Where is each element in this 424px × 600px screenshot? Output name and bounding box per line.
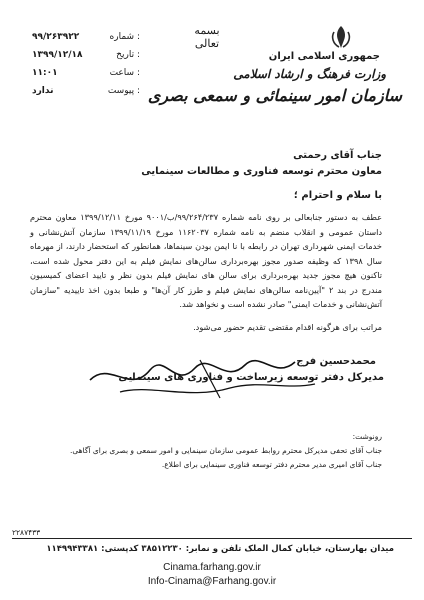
meta-time-label: ساعت :: [109, 68, 140, 78]
footer-website: Cinama.farhang.gov.ir: [163, 562, 261, 573]
meta-date-label: تاریخ :: [116, 50, 140, 60]
letter-body: عطف به دستور جنابعالی بر روی نامه شماره ۹۹/۲۶۴/۲۳۷/ب/۹۰۰۱ مورخ ۱۳۹۹/۱۲/۱۱ معاون محترم داستان عمومی و انقلاب منضم به نامه شماره ۱۱۶۲۰۳۷ مورخ ۱۳۹۹/۱۱/۱۹ سازمان آتش‌نشانی و خدمات ایمنی شهرداری تهران در رابطه با نا ایمن بودن سینماها، همانطور که استحضار دارند، از مهرماه سال ۱۳۹۸ که وظیفه صدور مجوز بهره‌برداری سالن‌های نمایش فیلم به این دفتر محول شده است، تاکنون هیچ مجوز جدید بهره‌برداری برای سالن های نمایش فیلم بدون نظر و تایید اعضای کمیسیون مندرج در بند ۲ "آیین‌نامه سالن‌های نمایش فیلم و طرز کار آن‌ها" و طبعا بدون اخذ تاییدیه "سازمان آتش‌نشانی و خدمات ایمنی" صادر نشده است و نخواهد شد.: [30, 212, 383, 309]
org-line-organization: سازمان امور سینمائی و سمعی بصری: [147, 86, 402, 105]
meta-number-label: شماره :: [109, 32, 140, 42]
greeting: با سلام و احترام ؛: [293, 190, 382, 201]
cc-line: جناب آقای تحفی مدیرکل محترم روابط عمومی سازمان سینمایی و امور سمعی و بصری برای آگاهی.: [69, 446, 382, 455]
meta-date-value: ۱۳۹۹/۱۲/۱۸: [32, 50, 83, 60]
meta-number: [32, 32, 140, 50]
emblem-icon: [328, 24, 354, 50]
bismillah: بسمه تعالی: [194, 24, 220, 50]
footer-email: Info-Cinama@Farhang.gov.ir: [147, 576, 277, 587]
signatory-title: مدیرکل دفتر توسعه زیرساخت‌ و فناوری های سینمایی: [118, 372, 384, 383]
org-line-republic: جمهوری اسلامی ایران: [268, 51, 380, 62]
meta-time-value: ۱۱:۰۱: [32, 68, 58, 78]
org-line-ministry: وزارت فرهنگ و ارشاد اسلامی: [233, 67, 386, 81]
reference-number: ۲۲۸۷۴۳۳: [12, 528, 41, 537]
meta-attachment: [32, 86, 140, 104]
letter-closing: مراتب برای هرگونه اقدام مقتضی تقدیم حضور می‌شود.: [193, 322, 382, 332]
meta-date: [32, 50, 140, 68]
meta-attachment-label: پیوست :: [107, 86, 140, 96]
recipient-name: جناب آقای رحمتی: [293, 150, 382, 161]
meta-attachment-value: ندارد: [32, 86, 54, 96]
meta-number-value: ۹۹/۲۶۳۹۲۲: [32, 32, 80, 42]
signatory-name: محمدحسین فرج: [296, 356, 376, 367]
recipient-title: معاون محترم توسعه فناوری و مطالعات سینمایی: [141, 166, 382, 177]
footer-address: میدان بهارستان، خیابان کمال الملک تلفن و نمابر: ۳۸۵۱۲۲۳۰ کدپستی: ۱۱۴۹۹۴۳۳۸۱: [46, 544, 394, 554]
meta-time: [32, 68, 140, 86]
cc-label: رونوشت:: [352, 432, 382, 441]
cc-line: جناب آقای امیری مدیر محترم دفتر توسعه فناوری سینمایی برای اطلاع.: [161, 460, 382, 469]
footer-divider: [12, 538, 412, 539]
